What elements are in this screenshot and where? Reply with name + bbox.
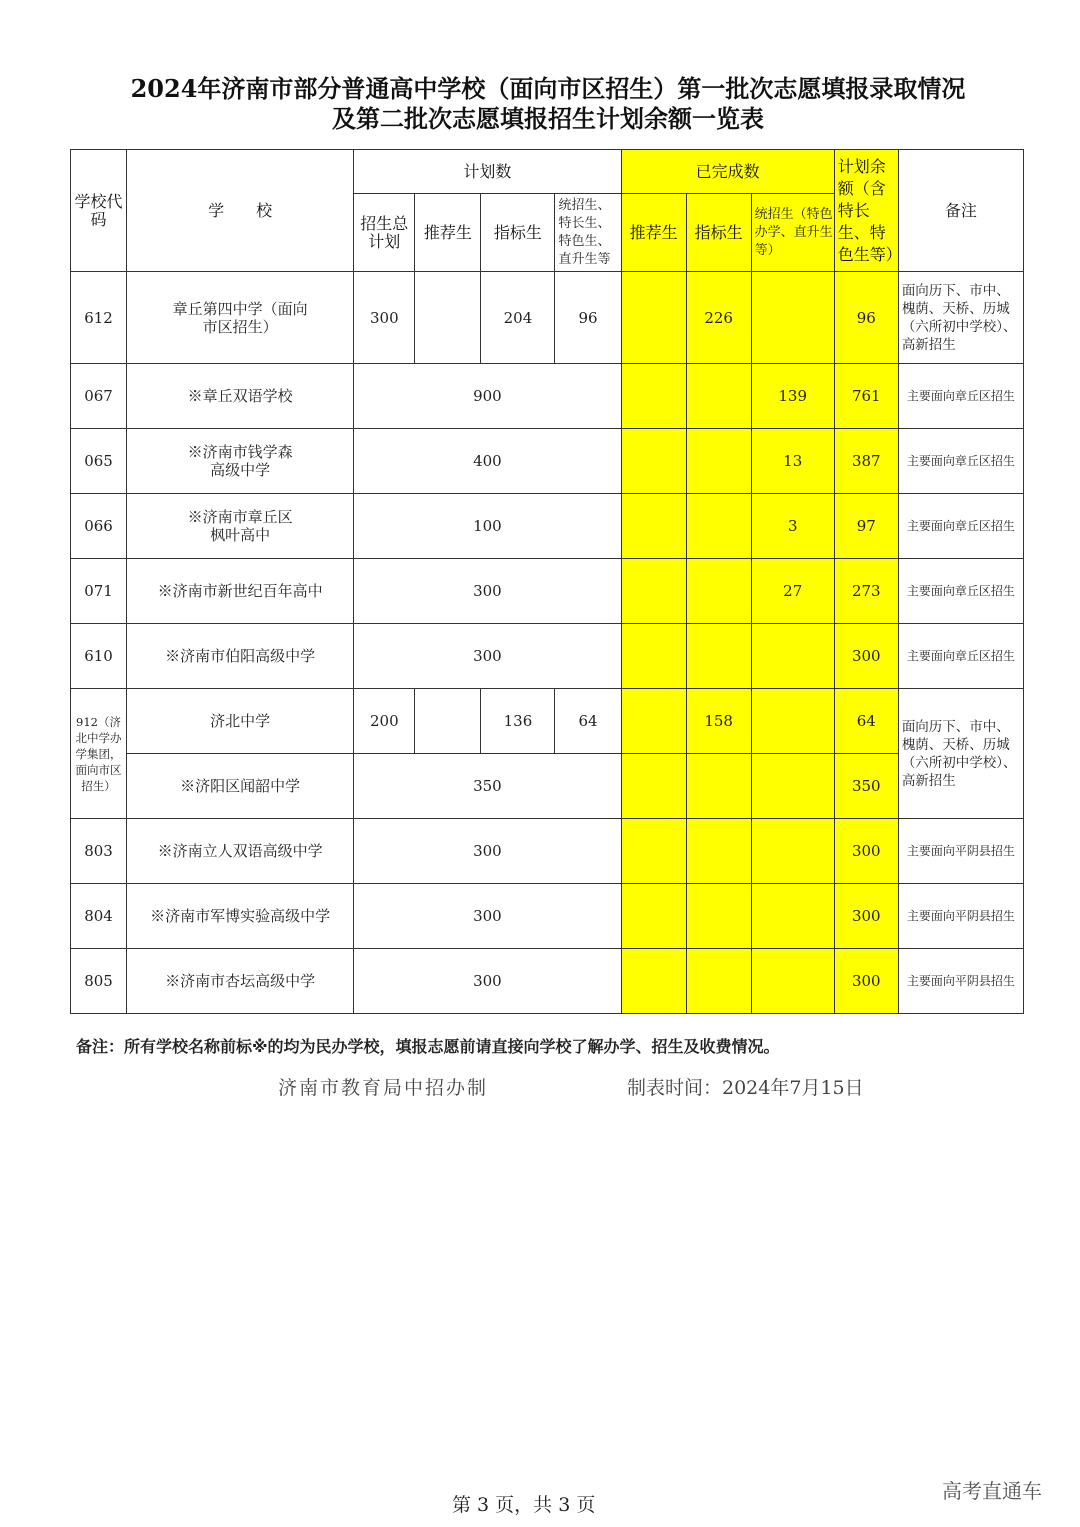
cell-remain: 300 (834, 884, 898, 949)
cell-total: 100 (354, 494, 621, 559)
cell-school: 济北中学 (127, 689, 354, 754)
header-remain: 计划余额（含特长生、特色生等） (834, 150, 898, 272)
header-plan-other: 统招生、特长生、特色生、直升生等 (555, 194, 621, 272)
cell-done-other (751, 949, 834, 1014)
cell-idx: 136 (481, 689, 555, 754)
cell-done-other (751, 884, 834, 949)
cell-remain: 273 (834, 559, 898, 624)
quota-table (70, 149, 1024, 1014)
cell-rec (415, 272, 481, 364)
cell-remain: 300 (834, 949, 898, 1014)
table-row (71, 689, 1024, 754)
cell-note: 主要面向章丘区招生 (898, 559, 1023, 624)
watermark: 高考直通车 (942, 1479, 1042, 1503)
cell-done-idx (686, 494, 751, 559)
cell-done-rec (621, 364, 686, 429)
cell-done-idx (686, 949, 751, 1014)
cell-total: 300 (354, 819, 621, 884)
cell-school: ※章丘双语学校 (127, 364, 354, 429)
header-done-other: 统招生（特色办学、直升生等） (751, 194, 834, 272)
cell-school: ※济南立人双语高级中学 (127, 819, 354, 884)
cell-school: ※济南市伯阳高级中学 (127, 624, 354, 689)
cell-note: 主要面向平阴县招生 (898, 884, 1023, 949)
cell-done-idx (686, 754, 751, 819)
cell-done-other: 139 (751, 364, 834, 429)
cell-total: 300 (354, 624, 621, 689)
cell-done-idx (686, 884, 751, 949)
cell-note: 主要面向章丘区招生 (898, 494, 1023, 559)
cell-done-idx: 158 (686, 689, 751, 754)
table-row (71, 754, 1024, 819)
cell-done-idx (686, 429, 751, 494)
cell-note: 面向历下、市中、槐荫、天桥、历城（六所初中学校）、高新招生 (898, 689, 1023, 819)
cell-code: 065 (71, 429, 127, 494)
cell-remain: 64 (834, 689, 898, 754)
cell-school: ※济阳区闻韶中学 (127, 754, 354, 819)
cell-code: 804 (71, 884, 127, 949)
cell-total: 300 (354, 272, 415, 364)
cell-note: 面向历下、市中、槐荫、天桥、历城（六所初中学校）、高新招生 (898, 272, 1023, 364)
cell-school: ※济南市新世纪百年高中 (127, 559, 354, 624)
header-notes: 备注 (898, 150, 1023, 272)
cell-code: 610 (71, 624, 127, 689)
cell-remain: 761 (834, 364, 898, 429)
cell-remain: 350 (834, 754, 898, 819)
cell-note: 主要面向章丘区招生 (898, 624, 1023, 689)
cell-total: 300 (354, 884, 621, 949)
cell-done-idx (686, 559, 751, 624)
cell-remain: 97 (834, 494, 898, 559)
cell-done-rec (621, 949, 686, 1014)
cell-code: 912（济北中学办学集团，面向市区招生） (71, 689, 127, 819)
cell-total: 300 (354, 559, 621, 624)
table-row (71, 884, 1024, 949)
cell-total: 400 (354, 429, 621, 494)
issuer: 济南市教育局中招办制 (278, 1077, 489, 1099)
cell-rec (415, 689, 481, 754)
title-line-1: 2024年济南市部分普通高中学校（面向市区招生）第一批次志愿填报录取情况 (130, 74, 966, 103)
cell-done-idx: 226 (686, 272, 751, 364)
cell-note: 主要面向章丘区招生 (898, 429, 1023, 494)
cell-idx: 204 (481, 272, 555, 364)
cell-total: 900 (354, 364, 621, 429)
cell-remain: 300 (834, 819, 898, 884)
header-school: 学 校 (127, 150, 354, 272)
cell-done-idx (686, 364, 751, 429)
cell-code: 067 (71, 364, 127, 429)
header-plan-total: 招生总计划 (354, 194, 415, 272)
cell-note: 主要面向平阴县招生 (898, 949, 1023, 1014)
cell-done-rec (621, 624, 686, 689)
cell-done-other: 27 (751, 559, 834, 624)
issue-date: 制表时间：2024年7月15日 (627, 1077, 864, 1099)
cell-done-rec (621, 429, 686, 494)
title-line-2: 及第二批次志愿填报招生计划余额一览表 (332, 104, 764, 133)
cell-done-other: 13 (751, 429, 834, 494)
cell-code: 066 (71, 494, 127, 559)
cell-remain: 300 (834, 624, 898, 689)
cell-done-other (751, 689, 834, 754)
header-done: 已完成数 (621, 150, 834, 194)
cell-done-other: 3 (751, 494, 834, 559)
header-plan-rec: 推荐生 (415, 194, 481, 272)
cell-total: 350 (354, 754, 621, 819)
cell-code: 612 (71, 272, 127, 364)
footnote: 备注：所有学校名称前标※的均为民办学校，填报志愿前请直接向学校了解办学、招生及收费情况。 (76, 1037, 780, 1056)
table-row (71, 949, 1024, 1014)
page-number: 第 3 页，共 3 页 (452, 1494, 596, 1516)
cell-school: ※济南市钱学森高级中学 (127, 429, 354, 494)
header-code: 学校代码 (71, 150, 127, 272)
cell-done-rec (621, 754, 686, 819)
cell-total: 200 (354, 689, 415, 754)
cell-done-rec (621, 689, 686, 754)
document-title (0, 74, 1080, 134)
header-done-rec: 推荐生 (621, 194, 686, 272)
cell-done-idx (686, 624, 751, 689)
table-row (71, 624, 1024, 689)
table-row (71, 559, 1024, 624)
table-row (71, 272, 1024, 364)
header-done-idx: 指标生 (686, 194, 751, 272)
table-row (71, 364, 1024, 429)
cell-done-rec (621, 272, 686, 364)
cell-school: ※济南市军博实验高级中学 (127, 884, 354, 949)
table-row (71, 494, 1024, 559)
cell-other: 64 (555, 689, 621, 754)
cell-code: 071 (71, 559, 127, 624)
cell-done-idx (686, 819, 751, 884)
cell-note: 主要面向平阴县招生 (898, 819, 1023, 884)
cell-done-rec (621, 494, 686, 559)
cell-done-rec (621, 559, 686, 624)
table-row (71, 819, 1024, 884)
header-plan-idx: 指标生 (481, 194, 555, 272)
cell-school: 章丘第四中学（面向市区招生） (127, 272, 354, 364)
cell-code: 803 (71, 819, 127, 884)
cell-done-rec (621, 819, 686, 884)
table-row (71, 429, 1024, 494)
cell-other: 96 (555, 272, 621, 364)
cell-remain: 387 (834, 429, 898, 494)
header-plan: 计划数 (354, 150, 621, 194)
cell-remain: 96 (834, 272, 898, 364)
cell-done-other (751, 272, 834, 364)
cell-done-rec (621, 884, 686, 949)
cell-done-other (751, 819, 834, 884)
cell-total: 300 (354, 949, 621, 1014)
cell-note: 主要面向章丘区招生 (898, 364, 1023, 429)
cell-done-other (751, 624, 834, 689)
cell-code: 805 (71, 949, 127, 1014)
cell-school: ※济南市章丘区枫叶高中 (127, 494, 354, 559)
cell-done-other (751, 754, 834, 819)
cell-school: ※济南市杏坛高级中学 (127, 949, 354, 1014)
